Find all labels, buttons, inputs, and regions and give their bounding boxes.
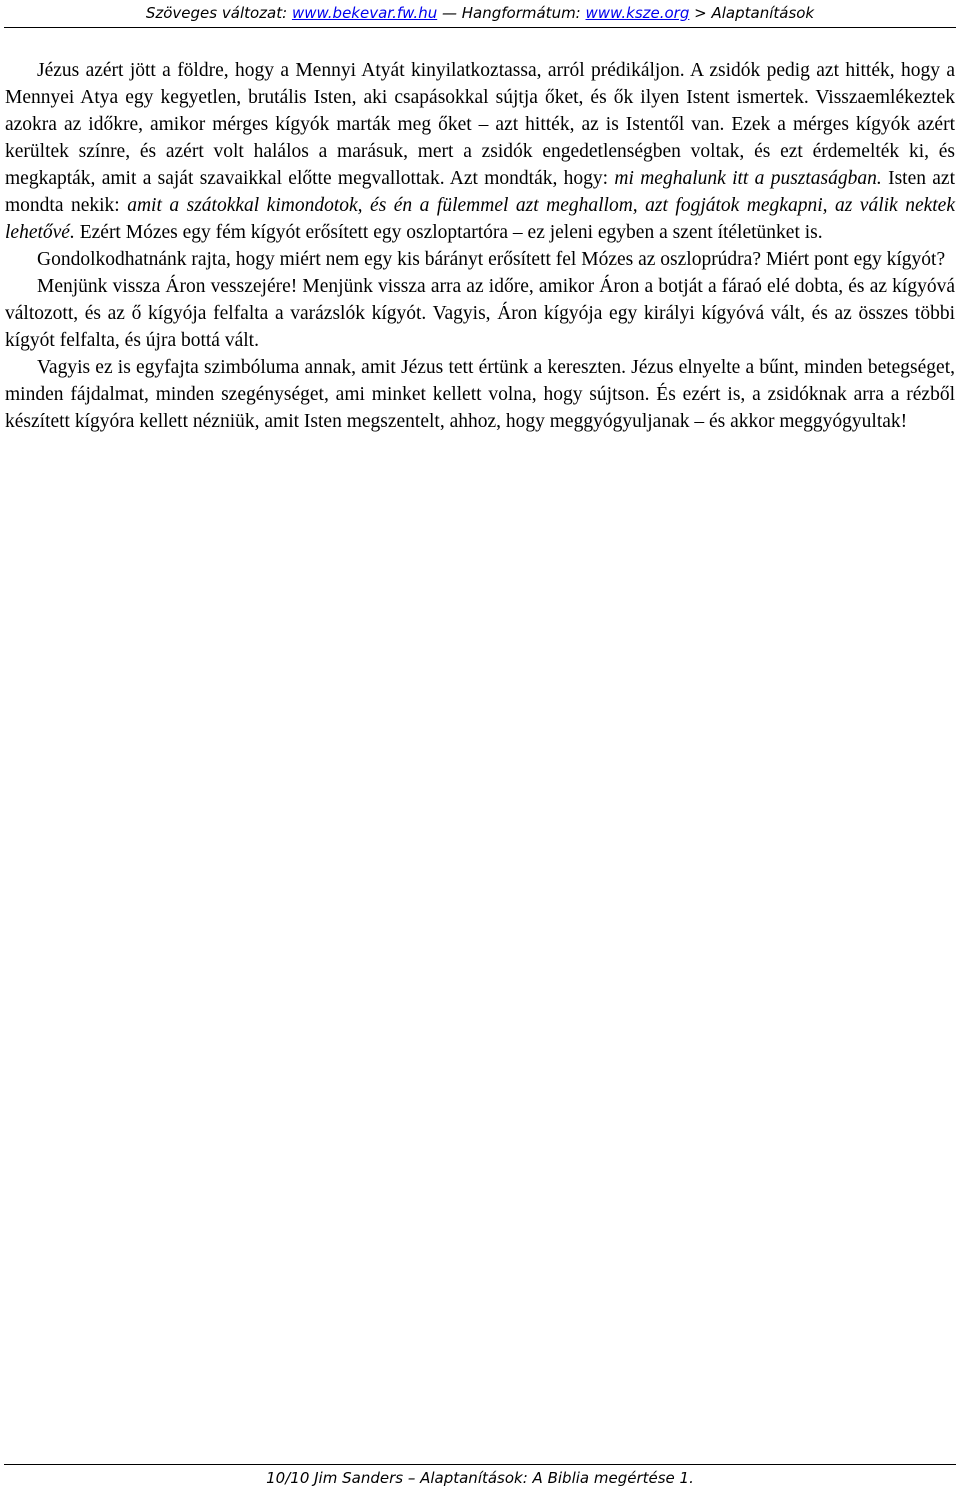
- paragraph-1-text-c: Ezért Mózes egy fém kígyót erősített egy oszloptartóra – ez jeleni egyben a szent ítéletünket is.: [74, 222, 823, 243]
- paragraph-3: Menjünk vissza Áron vesszejére! Menjünk vissza arra az időre, amikor Áron a botját a fáraó elé dobta, és az kígyóvá változott, és az ő kígyója felfalta a varázslók kígyót. Vagyis, Áron kígyója egy királyi kígyóvá vált, és az összes többi kígyót felfalta, és újra bottá vált.: [5, 276, 955, 351]
- page-header: [0, 3, 960, 23]
- paragraph-1: [5, 57, 955, 246]
- document-body: [5, 57, 955, 435]
- paragraph-1-text-a: Jézus azért jött a földre, hogy a Mennyi Atyát kinyilatkoztassa, arról prédikáljon. A zsidók pedig azt hitték, hogy a Mennyei Atya egy kegyetlen, brutális Isten, aki csapásokkal sújtja őket, és ők ilyen Istent ismertek. Visszaemlékeztek azokra az időkre, amikor mérges kígyók marták meg őket – azt hitték, az is Istentől van. Ezek a mérges kígyók azért kerültek színre, és azért volt halálos a marásuk, mert a zsidók engedetlenségben voltak, és ezt érdemelték ki, és megkapták, amit a saját szavaikkal előtte megvallottak. Azt mondták, hogy:: [5, 60, 955, 189]
- ksze-link[interactable]: www.ksze.org: [585, 4, 690, 22]
- paragraph-1-text-b: Isten azt mondta nekik:: [5, 168, 956, 216]
- page-footer: 10/10 Jim Sanders – Alaptanítások: A Biblia megértése 1.: [266, 1469, 694, 1487]
- paragraph-4: Vagyis ez is egyfajta szimbóluma annak, amit Jézus tett értünk a kereszten. Jézus elnyelte a bűnt, minden betegséget, minden fájdalmat, minden szegénységet, ami minket kellett volna, hogy sújtson. És ezért is, a zsidóknak arra a rézből készített kígyóra kellett nézniük, amit Isten megszentelt, ahhoz, hogy meggyógyuljanak – és akkor meggyógyultak!: [5, 357, 955, 432]
- header-separator: — Hangformátum:: [437, 4, 586, 22]
- header-suffix: > Alaptanítások: [689, 4, 815, 22]
- footer-divider: [4, 1464, 956, 1465]
- header-divider: [4, 27, 956, 28]
- quote-wilderness: mi meghalunk itt a pusztaságban.: [614, 168, 882, 189]
- header-prefix: Szöveges változat:: [145, 4, 292, 22]
- paragraph-2: Gondolkodhatnánk rajta, hogy miért nem egy kis bárányt erősített fel Mózes az oszloprúdra? Miért pont egy kígyót?: [37, 249, 946, 270]
- bekevar-link[interactable]: www.bekevar.fw.hu: [291, 4, 438, 22]
- quote-god-words: amit a szátokkal kimondotok, és én a fülemmel azt meghallom, azt fogjátok megkapni, az válik nektek lehetővé.: [5, 195, 955, 243]
